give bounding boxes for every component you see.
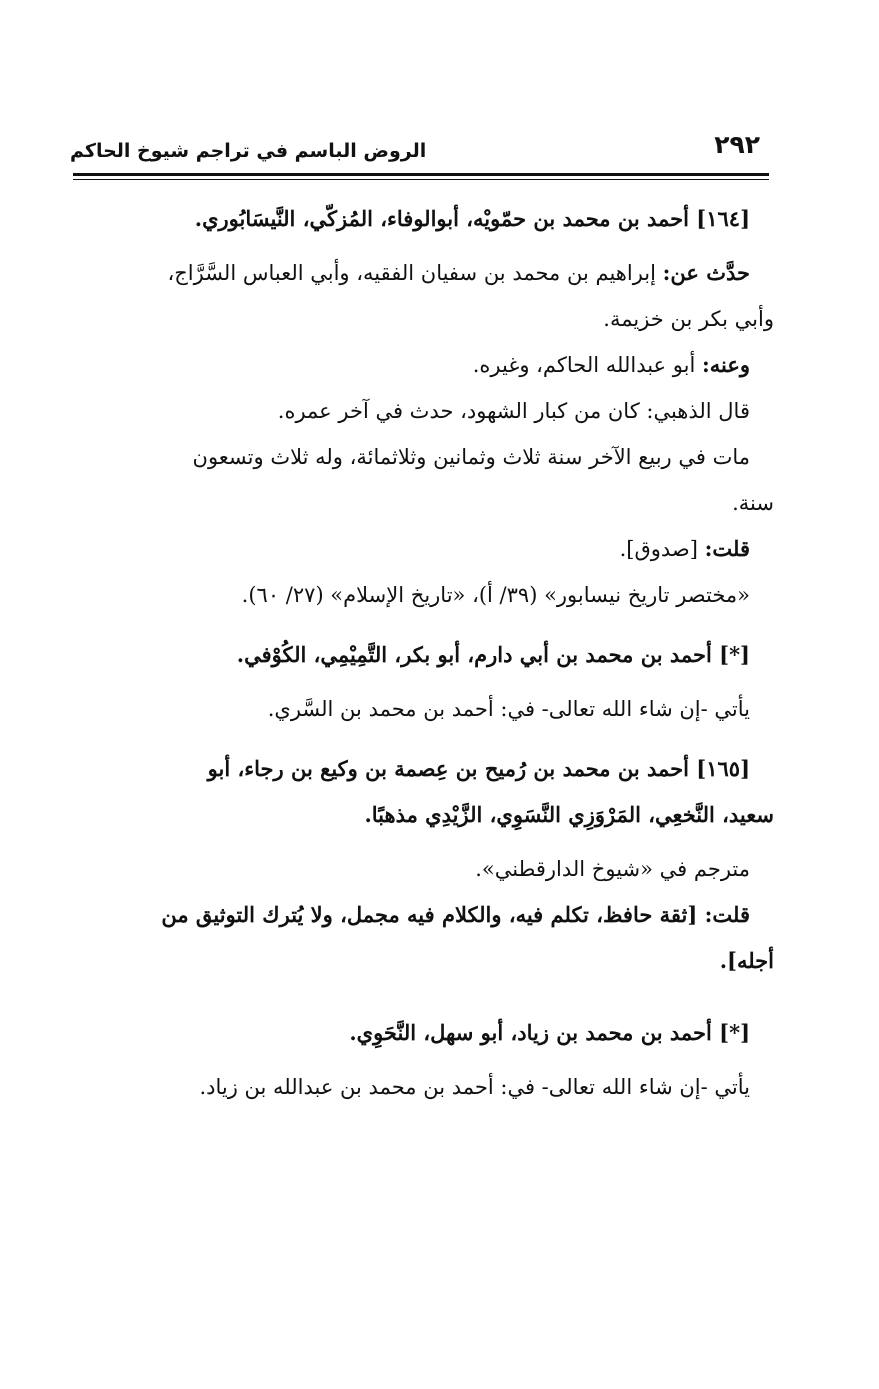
running-title: الروض الباسم في تراجم شيوخ الحاكم xyxy=(70,140,427,162)
death-note: مات في ربيع الآخر سنة ثلاث وثمانين وثلاثمائة، وله ثلاث وتسعون xyxy=(192,445,750,469)
running-header xyxy=(70,130,770,174)
death-note-continued: سنة. xyxy=(732,491,774,515)
header-rule-thick xyxy=(73,173,769,176)
narrated-from-label: حدَّث عن: xyxy=(662,260,750,285)
entry-164 xyxy=(74,196,774,618)
header-rule-thin xyxy=(73,179,769,180)
verdict-label: قلت: xyxy=(704,536,750,561)
verdict-text: [صدوق]. xyxy=(619,537,705,561)
entry-heading: [١٦٤] أحمد بن محمد بن حمّويْه، أبوالوفاء، المُزكّي، النَّيسَابُوري. xyxy=(194,206,750,231)
dhahabi-quote: قال الذهبي: كان من كبار الشهود، حدث في آخر عمره. xyxy=(277,399,750,423)
entry-165 xyxy=(74,746,774,984)
verdict: قلت: [ثقة حافظ، تكلم فيه، والكلام فيه مجمل، ولا يُترك التوثيق من xyxy=(161,902,750,927)
narrated-from-continued: وأبي بكر بن خزيمة. xyxy=(603,307,774,331)
verdict-continued: أجله]. xyxy=(719,948,774,973)
cross-ref-heading: [*] أحمد بن محمد بن أبي دارم، أبو بكر، التَّمِيْمِي، الكُوْفي. xyxy=(236,642,750,667)
verdict xyxy=(74,526,774,572)
narrated-by xyxy=(74,342,774,388)
cross-ref-darim xyxy=(74,632,774,732)
translated-in: مترجم في «شيوخ الدارقطني». xyxy=(475,857,750,881)
sources: «مختصر تاريخ نيسابور» (٣٩/ أ)، «تاريخ الإسلام» (٢٧/ ٦٠). xyxy=(241,583,750,607)
entry-heading-continued: سعيد، النَّخعِي، المَرْوَزِي النَّسَوِي، الزَّيْدِي مذهبًا. xyxy=(364,802,774,827)
cross-ref-ziyad xyxy=(74,1010,774,1110)
cross-ref-text: يأتي -إن شاء الله تعالى- في: أحمد بن محمد بن السَّري. xyxy=(267,697,750,721)
entry-heading: [١٦٥] أحمد بن محمد بن رُميح بن عِصمة بن وكيع بن رجاء، أبو xyxy=(207,756,750,781)
cross-ref-text: يأتي -إن شاء الله تعالى- في: أحمد بن محمد بن عبدالله بن زياد. xyxy=(199,1075,750,1099)
page-number: ٢٩٢ xyxy=(714,130,760,159)
cross-ref-heading: [*] أحمد بن محمد بن زياد، أبو سهل، النَّحَوِي. xyxy=(349,1020,750,1045)
narrated-from-text: إبراهيم بن محمد بن سفيان الفقيه، وأبي العباس السَّرَّاج، xyxy=(167,261,663,285)
narrated-by-label: وعنه: xyxy=(701,352,750,377)
page-content xyxy=(74,196,774,1110)
narrated-by-text: أبو عبدالله الحاكم، وغيره. xyxy=(472,353,702,377)
narrated-from xyxy=(74,250,774,296)
